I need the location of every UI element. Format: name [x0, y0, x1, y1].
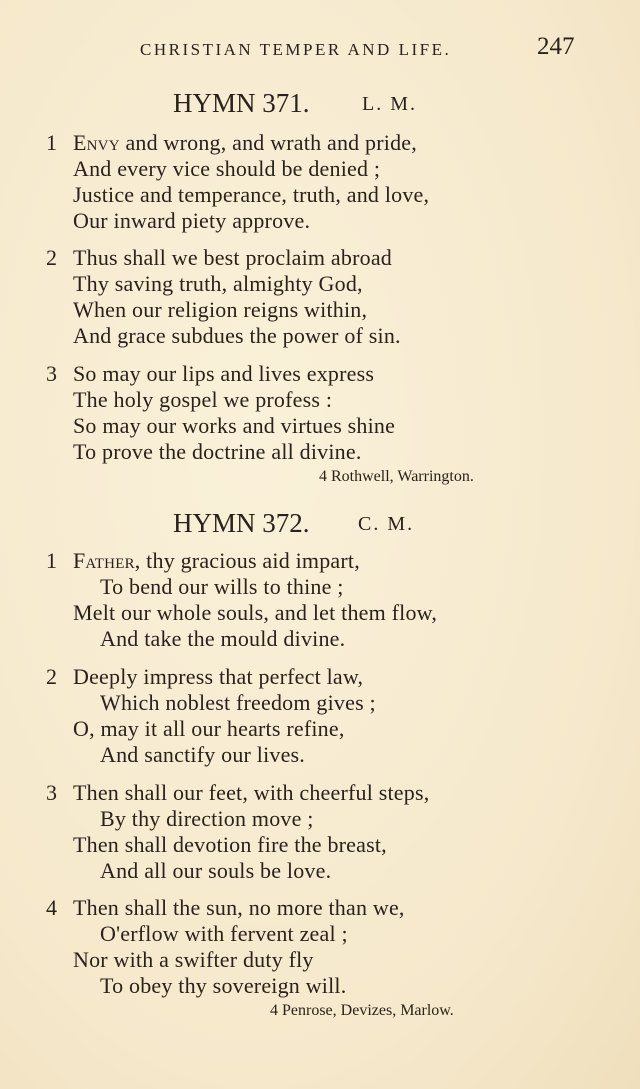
drop-word: Father	[73, 548, 135, 573]
verse-line: Father, thy gracious aid impart,	[73, 548, 360, 573]
verse-line: O'erflow with fervent zeal ;	[100, 921, 348, 946]
tune-attribution: 4 Rothwell, Warrington.	[319, 468, 474, 485]
verse-line: Thy saving truth, almighty God,	[73, 271, 363, 296]
verse-line: Envy and wrong, and wrath and pride,	[73, 130, 417, 155]
verse-number: 3	[46, 780, 57, 805]
drop-word: Envy	[73, 130, 120, 155]
verse-line: Then shall the sun, no more than we,	[73, 895, 405, 920]
verse-number: 2	[46, 664, 57, 689]
verse-line: Thus shall we best proclaim abroad	[73, 245, 392, 270]
verse-line: When our religion reigns within,	[73, 297, 368, 322]
verse-line: The holy gospel we profess :	[73, 387, 333, 412]
verse-line: And sanctify our lives.	[100, 742, 306, 767]
verse-line: Then shall our feet, with cheerful steps,	[73, 780, 430, 805]
verse-number: 2	[46, 245, 57, 270]
verse-line: And all our souls be love.	[100, 858, 332, 883]
hymn-meter: L. M.	[362, 93, 417, 115]
page-number: 247	[537, 33, 575, 60]
verse-line: So may our works and virtues shine	[73, 413, 396, 438]
verse-line: Which noblest freedom gives ;	[100, 690, 376, 715]
verse-line: So may our lips and lives express	[73, 361, 375, 386]
hymn-number: HYMN 372.	[173, 508, 310, 538]
verse-line: To obey thy sovereign will.	[100, 973, 347, 998]
verse-line: Melt our whole souls, and let them flow,	[73, 600, 438, 625]
verse-line: And every vice should be denied ;	[73, 156, 381, 181]
verse-number: 1	[46, 548, 57, 573]
verse-line: Deeply impress that perfect law,	[73, 664, 364, 689]
verse-line: Our inward piety approve.	[73, 208, 311, 233]
verse-number: 4	[46, 895, 57, 920]
verse-line: And grace subdues the power of sin.	[73, 323, 401, 348]
verse-number: 3	[46, 361, 57, 386]
hymn-number: HYMN 371.	[173, 88, 310, 118]
running-head: CHRISTIAN TEMPER AND LIFE.	[140, 40, 452, 59]
verse-line: And take the mould divine.	[100, 626, 346, 651]
verse-line: Justice and temperance, truth, and love,	[73, 182, 430, 207]
verse-line: To prove the doctrine all divine.	[73, 439, 362, 464]
verse-line: O, may it all our hearts refine,	[73, 716, 345, 741]
hymn-meter: C. M.	[358, 513, 415, 535]
verse-line: By thy direction move ;	[100, 806, 314, 831]
verse-number: 1	[46, 130, 57, 155]
verse-line: Then shall devotion fire the breast,	[73, 832, 387, 857]
verse-line: To bend our wills to thine ;	[100, 574, 344, 599]
verse-line: Nor with a swifter duty fly	[73, 947, 314, 972]
tune-attribution: 4 Penrose, Devizes, Marlow.	[270, 1002, 454, 1019]
